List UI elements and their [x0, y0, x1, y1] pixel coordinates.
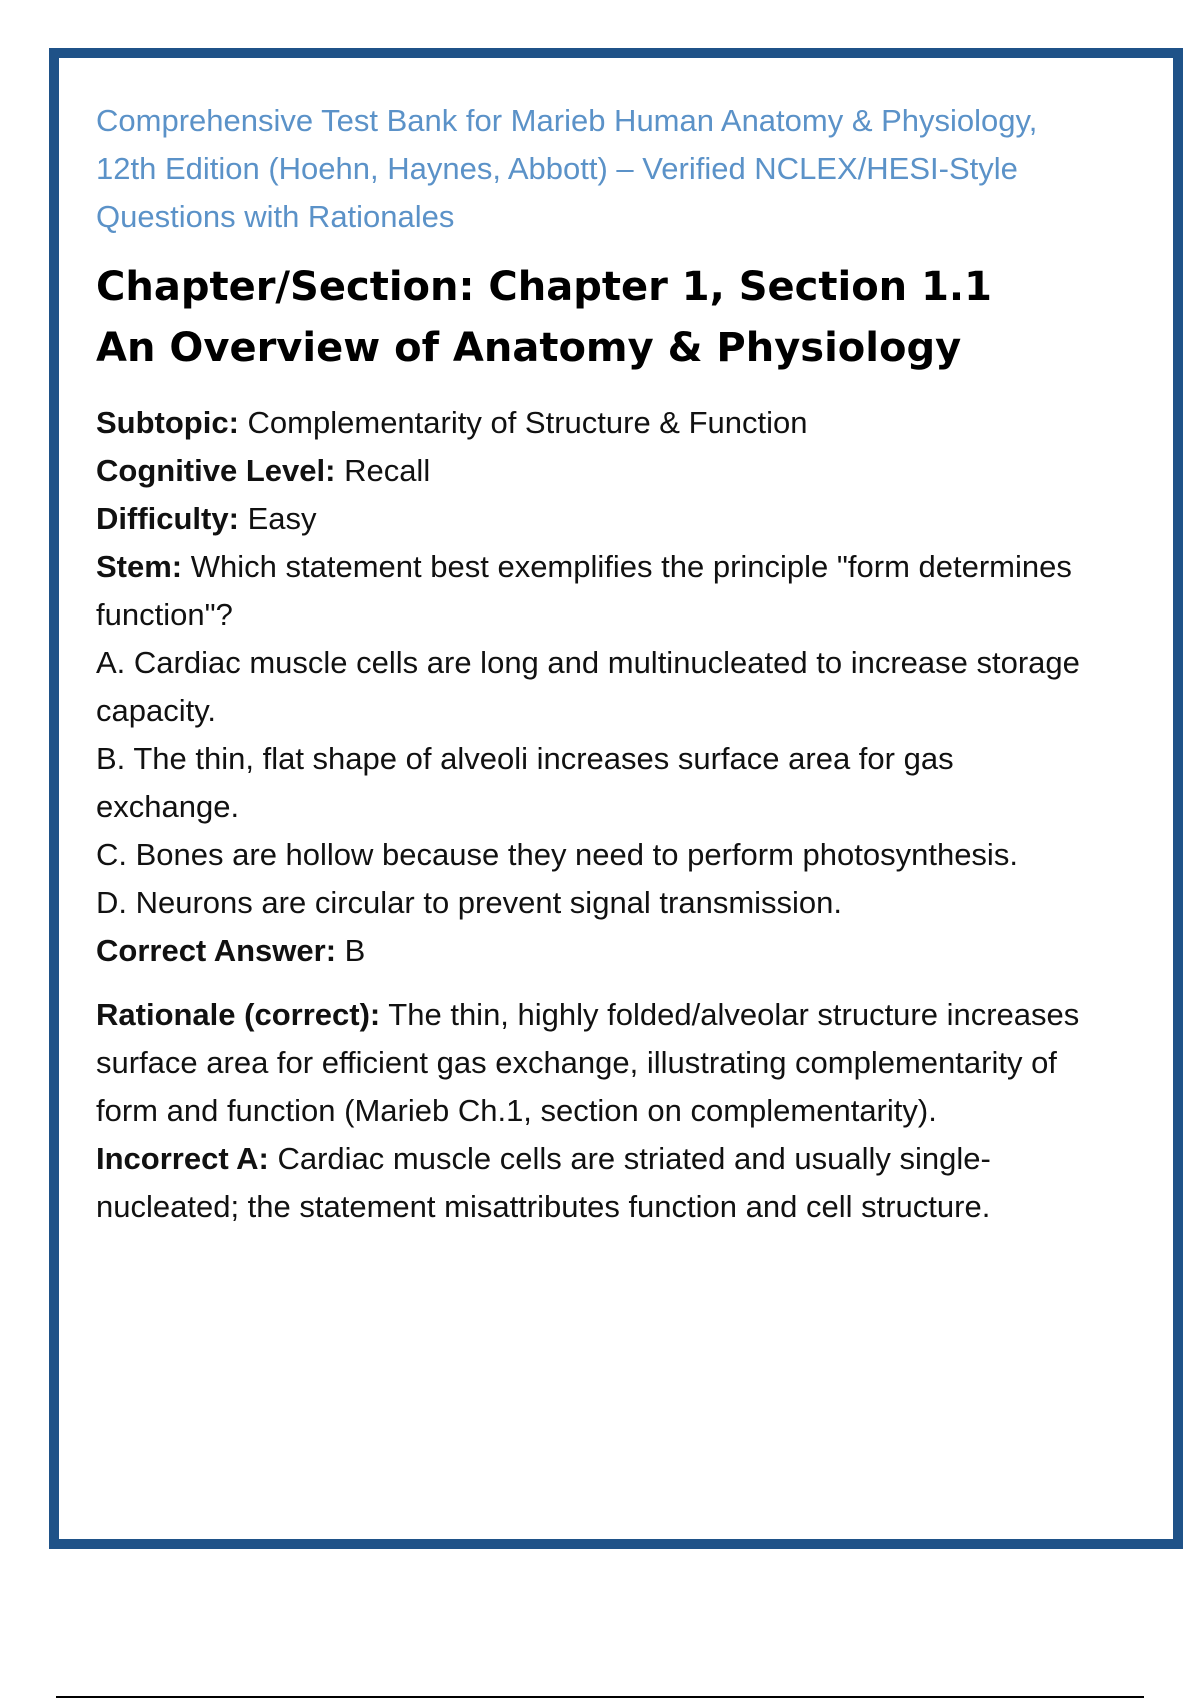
stem-text: Which statement best exemplifies the principle "form determines function"?	[96, 549, 1072, 632]
subtopic-line	[96, 399, 1086, 447]
rationale-incorrect-a-label: Incorrect A:	[96, 1141, 269, 1176]
rationale-correct-line	[96, 991, 1086, 1135]
subtopic-label: Subtopic:	[96, 405, 239, 440]
correct-answer-label: Correct Answer:	[96, 933, 337, 968]
correct-answer-value: B	[344, 933, 366, 968]
document-title: Comprehensive Test Bank for Marieb Human Anatomy & Physiology, 12th Edition (Hoehn, Haynes, Abbott) – Verified NCLEX/HESI-Style Questions with Rationales	[96, 103, 1038, 234]
rationale-incorrect-a-line	[96, 1135, 1086, 1231]
chapter-section-line: Chapter/Section: Chapter 1, Section 1.1	[96, 264, 992, 310]
cognitive-level-line	[96, 447, 1086, 495]
chapter-topic-line: An Overview of Anatomy & Physiology	[96, 325, 962, 371]
subtopic-value: Complementarity of Structure & Function	[247, 405, 808, 440]
option-d: D. Neurons are circular to prevent signal transmission.	[96, 885, 843, 920]
rationale-correct-label: Rationale (correct):	[96, 997, 381, 1032]
question-block	[96, 399, 1086, 1231]
stem-line	[96, 543, 1086, 639]
footer-divider	[56, 1696, 1144, 1698]
rationale-incorrect-a-text: Cardiac muscle cells are striated and usually single-nucleated; the statement misattributes function and cell structure.	[96, 1141, 991, 1224]
difficulty-label: Difficulty:	[96, 501, 239, 536]
option-c: C. Bones are hollow because they need to perform photosynthesis.	[96, 837, 1018, 872]
option-a: A. Cardiac muscle cells are long and multinucleated to increase storage capacity.	[96, 645, 1080, 728]
rationale-correct-text: The thin, highly folded/alveolar structure increases surface area for efficient gas exchange, illustrating complementarity of form and function (Marieb Ch.1, section on complementarity).	[96, 997, 1080, 1128]
document-content	[96, 97, 1086, 1231]
correct-answer-line	[96, 927, 1086, 975]
chapter-heading	[96, 257, 1086, 379]
cognitive-level-label: Cognitive Level:	[96, 453, 336, 488]
option-b: B. The thin, flat shape of alveoli increases surface area for gas exchange.	[96, 741, 954, 824]
cognitive-level-value: Recall	[344, 453, 431, 488]
difficulty-value: Easy	[247, 501, 317, 536]
stem-label: Stem:	[96, 549, 183, 584]
difficulty-line	[96, 495, 1086, 543]
